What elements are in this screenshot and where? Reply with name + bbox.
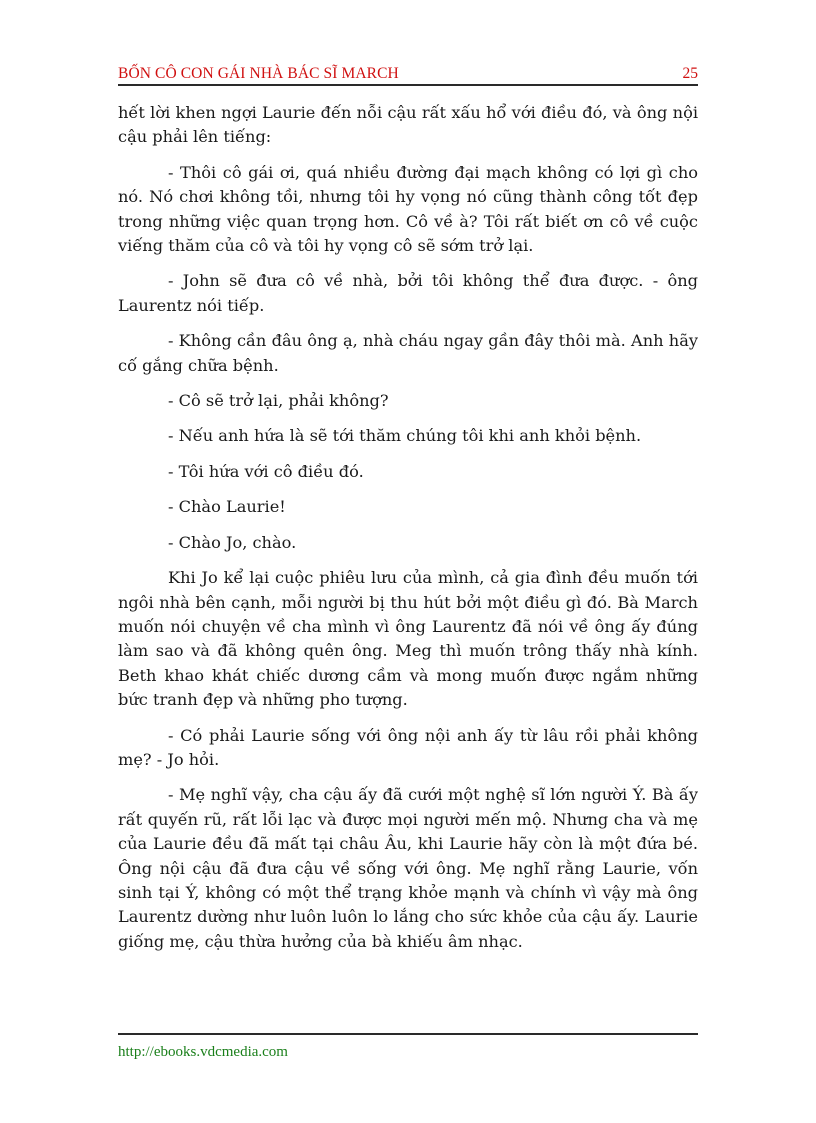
paragraph: - Không cần đâu ông ạ, nhà cháu ngay gần đây thôi mà. Anh hãy cố gắng chữa bệnh.	[118, 331, 698, 375]
paragraph: - Có phải Laurie sống với ông nội anh ấy từ lâu rồi phải không mẹ? - Jo hỏi.	[118, 725, 698, 769]
paragraph: - John sẽ đưa cô về nhà, bởi tôi không thể đưa được. - ông Laurentz nói tiếp.	[118, 271, 698, 315]
page-header	[118, 60, 698, 86]
paragraph: - Chào Laurie!	[168, 497, 286, 517]
paragraph: - Tôi hứa với cô điều đó.	[168, 461, 364, 481]
footer-url-link[interactable]: http://ebooks.vdcmedia.com	[118, 1044, 288, 1060]
paragraph: hết lời khen ngợi Laurie đến nỗi cậu rất xấu hổ với điều đó, và ông nội cậu phải lên tiếng:	[118, 103, 698, 147]
paragraph: - Chào Jo, chào.	[168, 532, 297, 552]
paragraph: - Cô sẽ trở lại, phải không?	[168, 391, 389, 411]
paragraph: - Mẹ nghĩ vậy, cha cậu ấy đã cưới một nghệ sĩ lớn người Ý. Bà ấy rất quyến rũ, rất lỗi lạc và được mọi người mến mộ. Nhưng cha và mẹ của Laurie đều đã mất tại châu Âu, khi Laurie hãy còn là một đứa bé. Ông nội cậu đã đưa cậu về sống với ông. Mẹ nghĩ rằng Laurie, vốn sinh tại Ý, không có một thể trạng khỏe mạnh và chính vì vậy mà ông Laurentz dường như luôn luôn lo lắng cho sức khỏe của cậu ấy. Laurie giống mẹ, cậu thừa hưởng của bà khiếu âm nhạc.	[118, 785, 698, 951]
document-page	[118, 0, 698, 1123]
paragraph: Khi Jo kể lại cuộc phiêu lưu của mình, cả gia đình đều muốn tới ngôi nhà bên cạnh, mỗi người bị thu hút bởi một điều gì đó. Bà March muốn nói chuyện về cha mình vì ông Laurentz đã nói về ông ấy đúng làm sao và đã không quên ông. Meg thì muốn trông thấy nhà kính. Beth khao khát chiếc dương cầm và mong muốn được ngắm những bức tranh đẹp và những pho tượng.	[118, 568, 698, 710]
paragraph: - Thôi cô gái ơi, quá nhiều đường đại mạch không có lợi gì cho nó. Nó chơi không tồi, nhưng tôi hy vọng nó cũng thành công tốt đẹp trong những việc quan trọng hơn. Cô về à? Tôi rất biết ơn cô về cuộc viếng thăm của cô và tôi hy vọng cô sẽ sớm trở lại.	[118, 162, 698, 256]
book-title: BỐN CÔ CON GÁI NHÀ BÁC SĨ MARCH	[118, 65, 399, 82]
footer-divider	[118, 1033, 698, 1035]
page-number: 25	[682, 65, 698, 82]
body-text	[118, 101, 698, 965]
paragraph: - Nếu anh hứa là sẽ tới thăm chúng tôi khi anh khỏi bệnh.	[168, 426, 642, 446]
